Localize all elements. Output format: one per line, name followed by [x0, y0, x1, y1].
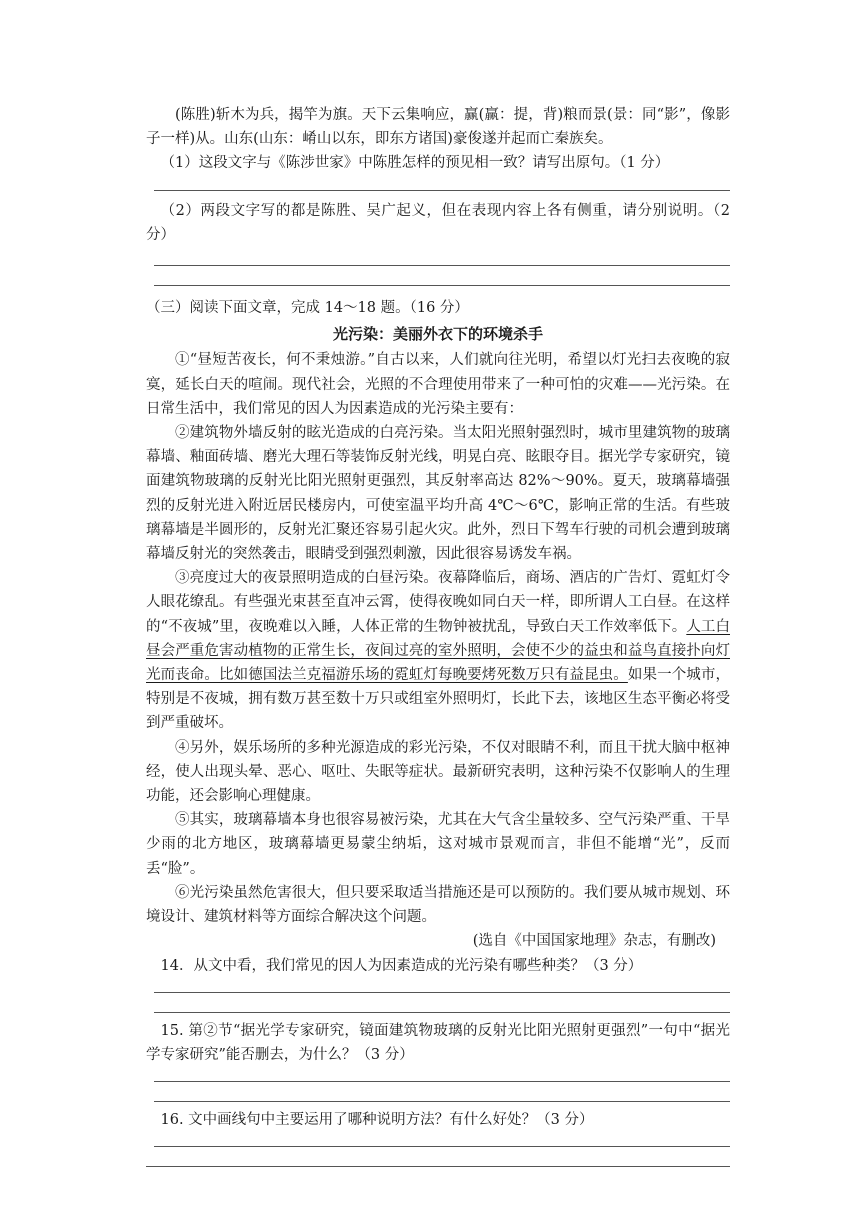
answer-line[interactable]	[154, 285, 730, 286]
page-content	[146, 103, 730, 1167]
question-16: 16. 文中画线句中主要运用了哪种说明方法？有什么好处？（3 分）	[160, 1112, 594, 1129]
paragraph-3-text-a: ③亮度过大的夜景照明造成的白昼污染。夜幕降临后，商场、酒店的广告灯、霓虹灯令人眼花缭乱。有些强光束甚至直冲云霄，使得夜晚如同白天一样，即所谓人工白昼。在这样的“不夜城”里，夜晚难以入睡，人体正常的生物钟被扰乱，导致白天工作效率低下。	[146, 570, 730, 635]
article-paragraph-1: ①“昼短苦夜长，何不秉烛游。”自古以来，人们就向往光明，希望以灯光扫去夜晚的寂寞，延长白天的喧闹。现代社会，光照的不合理使用带来了一种可怕的灾难——光污染。在日常生活中，我们常见的因人为因素造成的光污染主要有：	[146, 352, 730, 417]
underlined-sentence: 人工白昼会严重危害动植物的正常生长，夜间过亮的室外照明，会使不少的益虫和益鸟直接扑向灯光而丧命。比如德国法兰克福游乐场的霓虹灯每晚要烤死数万只有益昆虫。	[146, 618, 730, 684]
section-heading: （三）阅读下面文章，完成 14～18 题。（16 分）	[146, 300, 469, 317]
passage-2-text: (陈胜)斩木为兵，揭竿为旗。天下云集响应，赢(赢：提，背)粮而景(景：同“影”，像影子一样)从。山东(山东：崤山以东，即东方诸国)豪俊遂并起而亡秦族矣。	[146, 107, 730, 148]
article-title: 光污染：美丽外衣下的环境杀手	[332, 325, 543, 344]
paragraph-3-text-b: 如果一个城市，特别是不夜城，拥有数万甚至数十万只或组室外照明灯，长此下去，该地区生态平衡必将受到严重破坏。	[146, 667, 731, 732]
article-source: (选自《中国国家地理》杂志，有删改)	[472, 933, 716, 950]
article-paragraph-5: ⑤其实，玻璃幕墙本身也很容易被污染，尤其在大气含尘量较多、空气污染严重、干旱少雨的北方地区，玻璃幕墙更易蒙尘纳垢，这对城市景观而言，非但不能增“光”，反而丢“脸”。	[146, 812, 730, 877]
question-14: 14．从文中看，我们常见的因人为因素造成的光污染有哪些种类？（3 分）	[160, 957, 643, 974]
question-15: 15. 第②节“据光学专家研究，镜面建筑物玻璃的反射光比阳光照射更强烈”一句中“据光学专家研究”能否删去，为什么？（3 分）	[146, 1022, 730, 1063]
article-paragraph-6: ⑥光污染虽然危害很大，但只要采取适当措施还是可以预防的。我们要从城市规划、环境设计、建筑材料等方面综合解决这个问题。	[146, 884, 730, 926]
question-2: （2）两段文字写的都是陈胜、吴广起义，但在表现内容上各有侧重，请分别说明。（2 分）	[146, 202, 730, 243]
article-paragraph-2: ②建筑物外墙反射的眩光造成的白亮污染。当太阳光照射强烈时，城市里建筑物的玻璃幕墙、釉面砖墙、磨光大理石等装饰反射光线，明晃白亮、眩眼夺目。据光学专家研究，镜面建筑物玻璃的反射光比阳光照射更强烈，其反射率高达 82%～90%。夏天，玻璃幕墙强烈的反射光进入附近居民楼房内，可使室温平均升高 4℃～6℃，影响正常的生活。有些玻璃幕墙是半圆形的，反射光汇聚还容易引起火灾。此外，烈日下驾车行驶的司机会遭到玻璃幕墙反射光的突然袭击，眼睛受到强烈刺激，因此很容易诱发车祸。	[146, 425, 730, 563]
article-paragraph-3	[146, 566, 730, 735]
question-1: （1）这段文字与《陈涉世家》中陈胜怎样的预见相一致？请写出原句。（1 分）	[160, 155, 670, 172]
article-paragraph-4: ④另外，娱乐场所的多种光源造成的彩光污染，不仅对眼睛不利，而且干扰大脑中枢神经，使人出现头晕、恶心、呕吐、失眠等症状。最新研究表明，这种污染不仅影响人的生理功能，还会影响心理健康。	[146, 739, 730, 805]
answer-line[interactable]	[146, 1166, 730, 1167]
